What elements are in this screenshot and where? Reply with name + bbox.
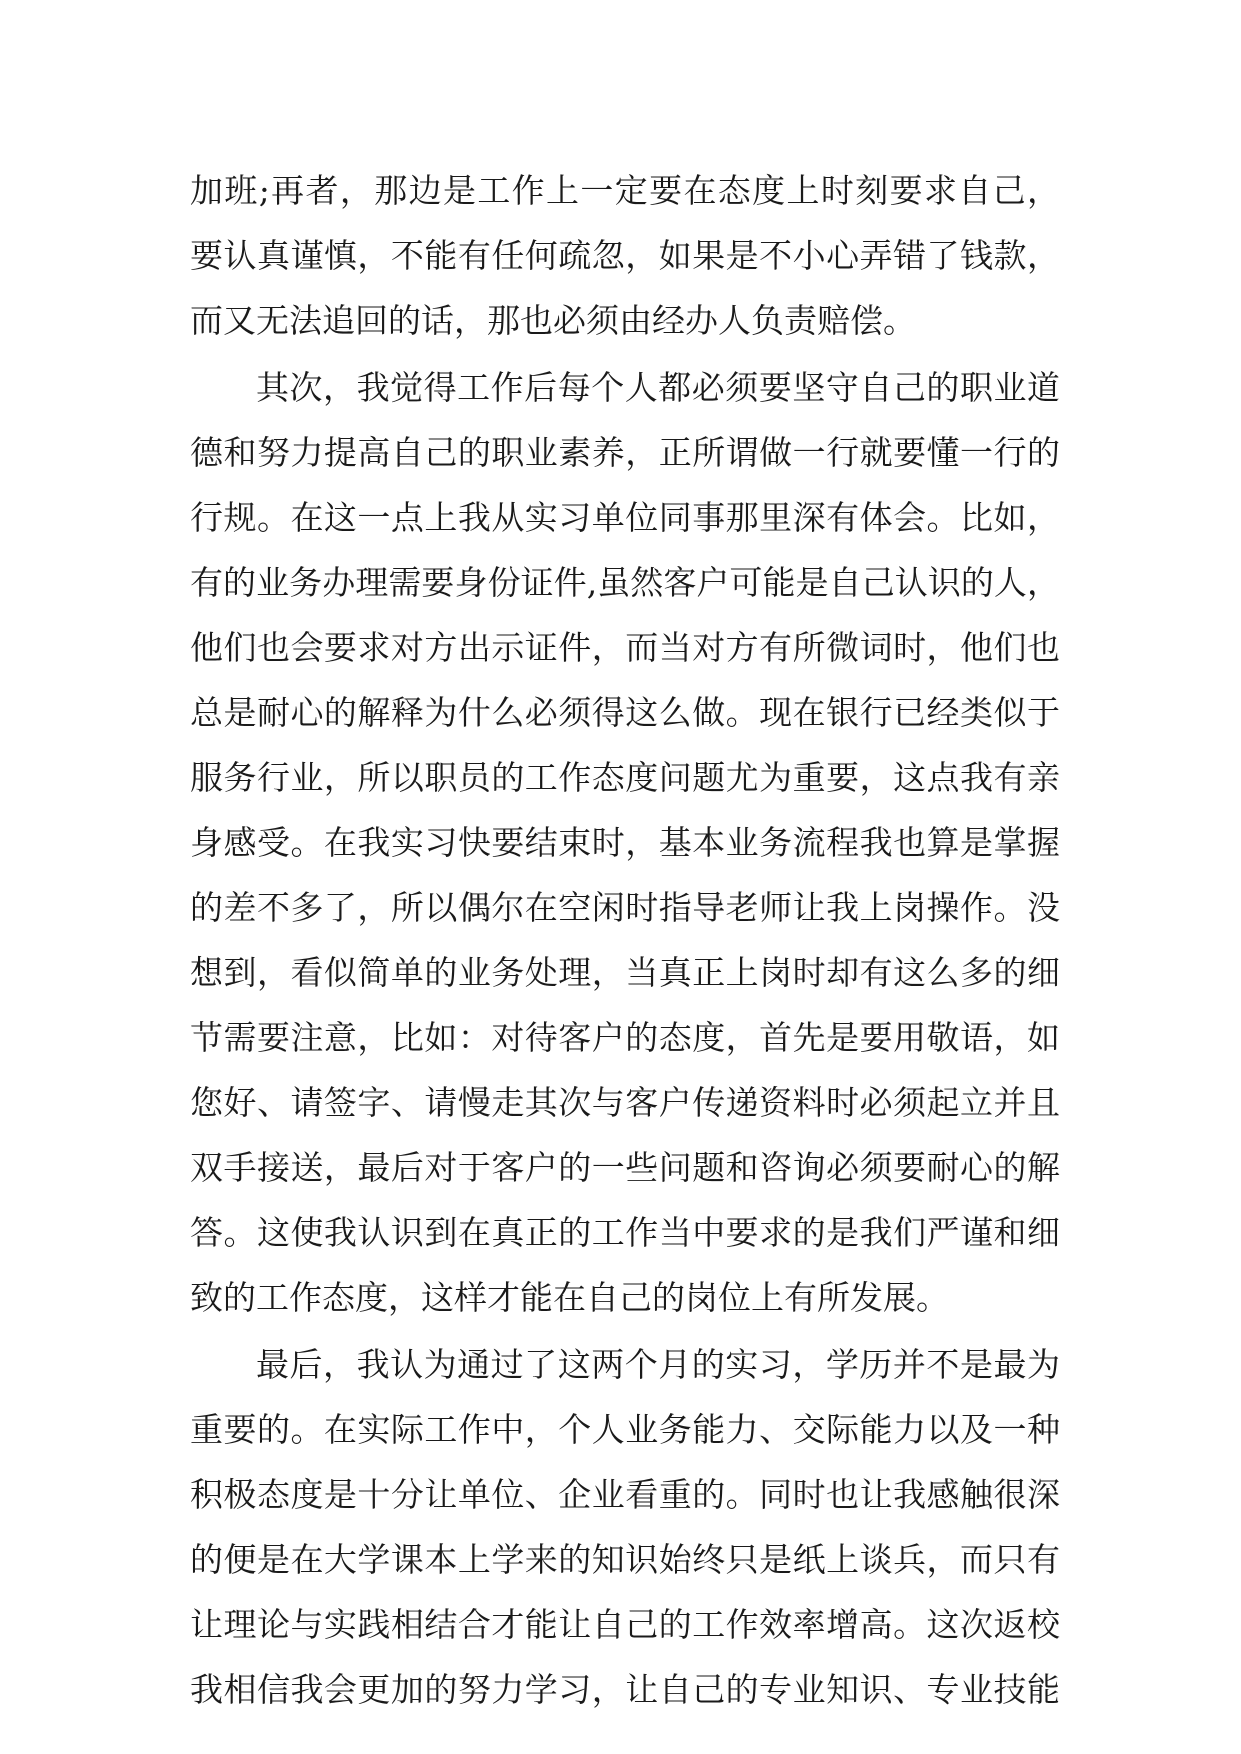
body-text xyxy=(190,158,1060,1722)
text-line: 我相信我会更加的努力学习，让自己的专业知识、专业技能 xyxy=(190,1670,1060,1709)
text-line: 重要的。在实际工作中，个人业务能力、交际能力以及一种 xyxy=(190,1410,1060,1449)
text-line: 让理论与实践相结合才能让自己的工作效率增高。这次返校 xyxy=(190,1605,1060,1644)
text-line: 加班;再者，那边是工作上一定要在态度上时刻要求自己， xyxy=(190,171,1060,210)
text-line: 想到，看似简单的业务处理，当真正上岗时却有这么多的细 xyxy=(190,953,1060,992)
text-line: 答。这使我认识到在真正的工作当中要求的是我们严谨和细 xyxy=(190,1213,1060,1252)
text-line: 身感受。在我实习快要结束时，基本业务流程我也算是掌握 xyxy=(190,823,1060,862)
text-line: 要认真谨慎，不能有任何疏忽，如果是不小心弄错了钱款， xyxy=(190,236,1060,275)
text-line: 有的业务办理需要身份证件,虽然客户可能是自己认识的人， xyxy=(190,563,1060,602)
paragraph-first-line: 其次，我觉得工作后每个人都必须要坚守自己的职业道 xyxy=(256,368,1060,407)
text-line: 双手接送，最后对于客户的一些问题和咨询必须要耐心的解 xyxy=(190,1148,1060,1187)
text-line: 积极态度是十分让单位、企业看重的。同时也让我感触很深 xyxy=(190,1475,1060,1514)
text-line: 而又无法追回的话，那也必须由经办人负责赔偿。 xyxy=(190,301,916,340)
paragraph-first-line: 最后，我认为通过了这两个月的实习，学历并不是最为 xyxy=(256,1345,1060,1384)
text-line: 的便是在大学课本上学来的知识始终只是纸上谈兵，而只有 xyxy=(190,1540,1060,1579)
text-line: 他们也会要求对方出示证件，而当对方有所微词时，他们也 xyxy=(190,628,1060,667)
text-line: 您好、请签字、请慢走其次与客户传递资料时必须起立并且 xyxy=(190,1083,1060,1122)
text-line: 服务行业，所以职员的工作态度问题尤为重要，这点我有亲 xyxy=(190,758,1060,797)
text-line: 的差不多了，所以偶尔在空闲时指导老师让我上岗操作。没 xyxy=(190,888,1060,927)
text-line: 致的工作态度，这样才能在自己的岗位上有所发展。 xyxy=(190,1278,949,1317)
text-line: 节需要注意，比如：对待客户的态度，首先是要用敬语，如 xyxy=(190,1018,1060,1057)
text-line: 总是耐心的解释为什么必须得这么做。现在银行已经类似于 xyxy=(190,693,1060,732)
text-line: 行规。在这一点上我从实习单位同事那里深有体会。比如， xyxy=(190,498,1060,537)
text-line: 德和努力提高自己的职业素养，正所谓做一行就要懂一行的 xyxy=(190,433,1060,472)
